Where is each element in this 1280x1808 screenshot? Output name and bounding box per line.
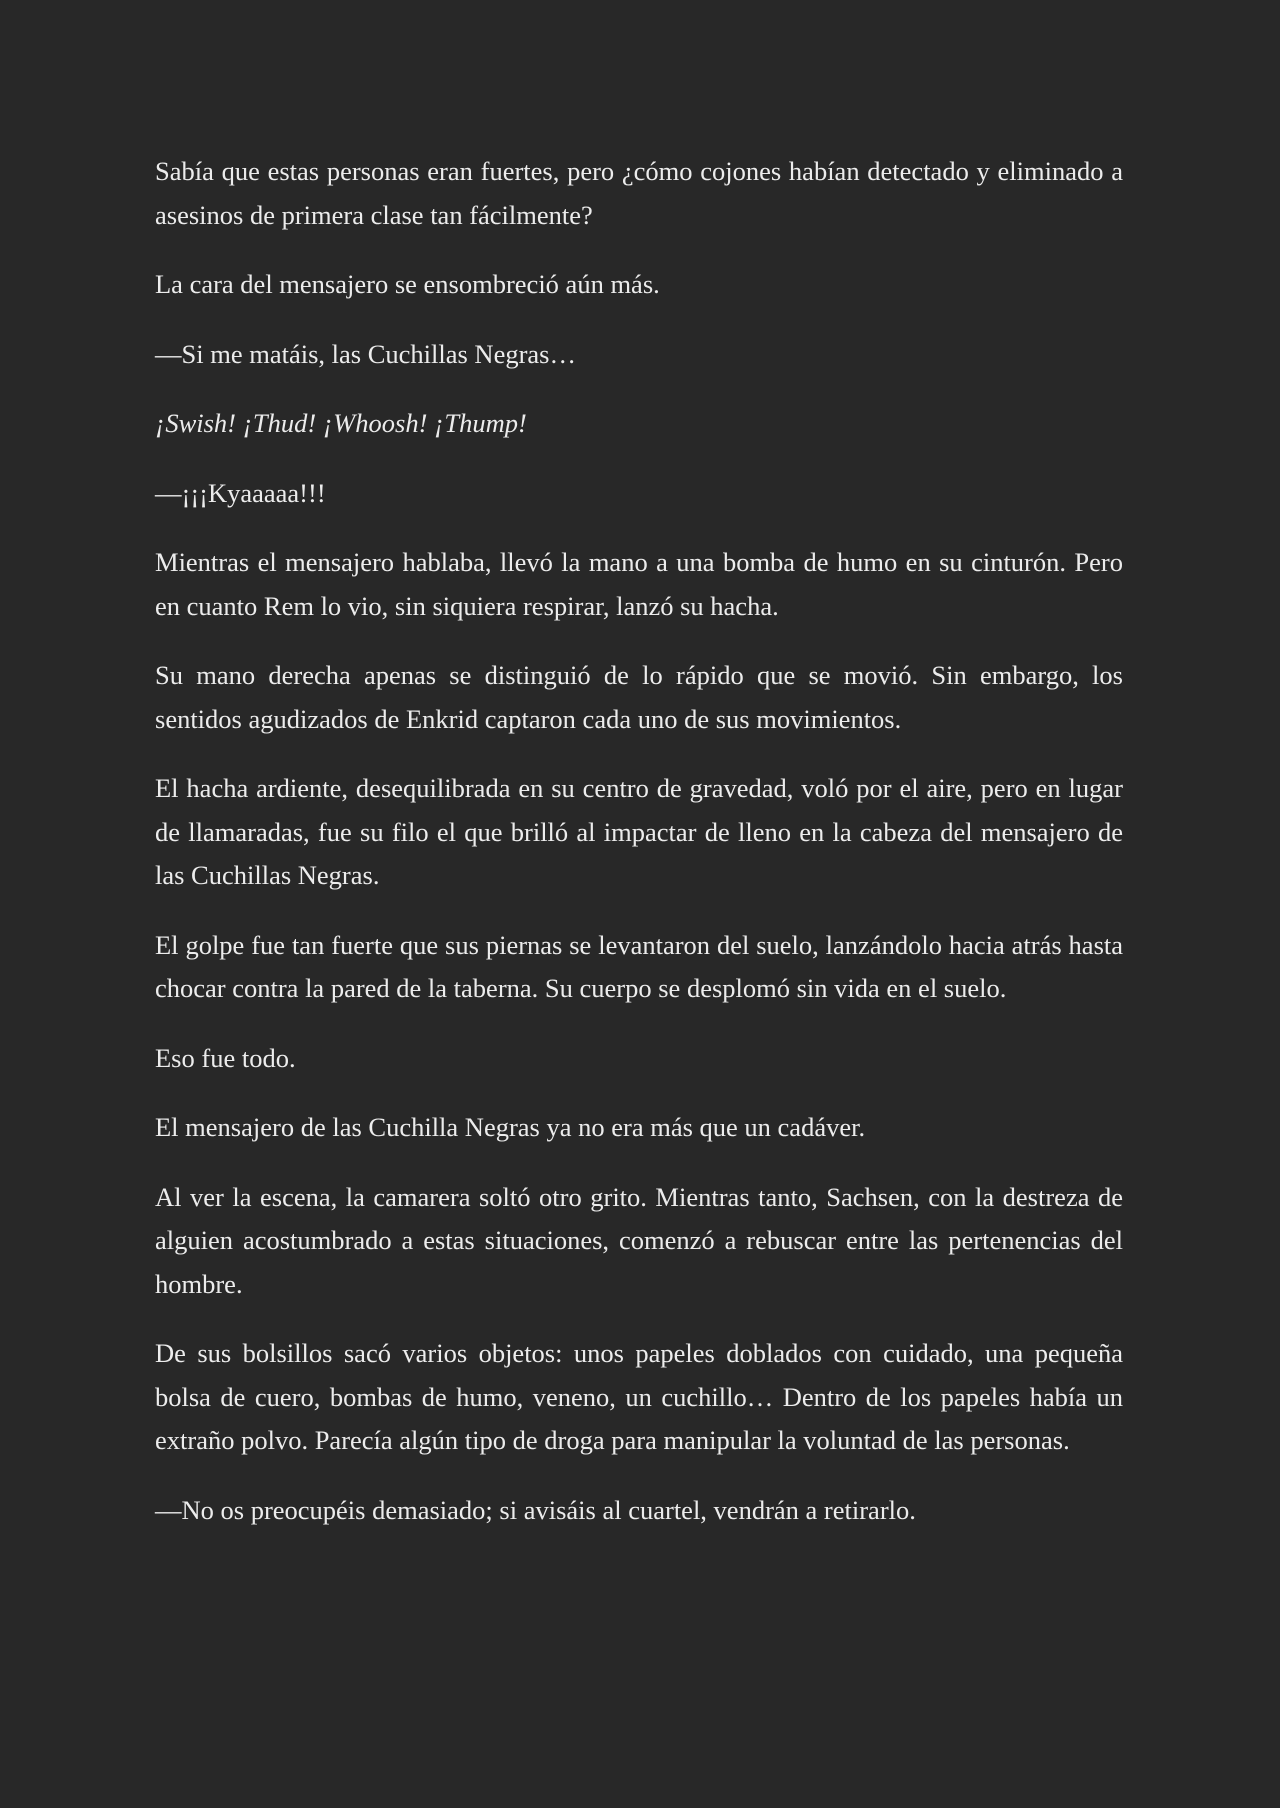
document-body [155, 150, 1123, 1558]
paragraph: El mensajero de las Cuchilla Negras ya no era más que un cadáver. [155, 1112, 866, 1142]
paragraph: La cara del mensajero se ensombreció aún más. [155, 269, 660, 299]
paragraph: De sus bolsillos sacó varios objetos: unos papeles doblados con cuidado, una pequeña bolsa de cuero, bombas de humo, veneno, un cuchillo… Dentro de los papeles había un extraño polvo. Parecía algún tipo de droga para manipular la voluntad de las personas. [155, 1338, 1123, 1455]
paragraph: El golpe fue tan fuerte que sus piernas se levantaron del suelo, lanzándolo hacia atrás hasta chocar contra la pared de la taberna. Su cuerpo se desplomó sin vida en el suelo. [155, 929, 1123, 1003]
paragraph: Al ver la escena, la camarera soltó otro grito. Mientras tanto, Sachsen, con la destreza de alguien acostumbrado a estas situaciones, comenzó a rebuscar entre las pertenencias del hombre. [155, 1181, 1123, 1299]
paragraph: Mientras el mensajero hablaba, llevó la mano a una bomba de humo en su cinturón. Pero en cuanto Rem lo vio, sin siquiera respirar, lanzó su hacha. [155, 547, 1123, 621]
paragraph-sound-effects: ¡Swish! ¡Thud! ¡Whoosh! ¡Thump! [155, 408, 527, 438]
paragraph: Su mano derecha apenas se distinguió de lo rápido que se movió. Sin embargo, los sentidos agudizados de Enkrid captaron cada uno de sus movimientos. [155, 660, 1123, 734]
paragraph: —¡¡¡Kyaaaaa!!! [155, 477, 326, 508]
paragraph: Sabía que estas personas eran fuertes, pero ¿cómo cojones habían detectado y eliminado a asesinos de primera clase tan fácilmente? [155, 156, 1123, 230]
paragraph: Eso fue todo. [155, 1042, 296, 1073]
paragraph: El hacha ardiente, desequilibrada en su centro de gravedad, voló por el aire, pero en lugar de llamaradas, fue su filo el que brilló al impactar de lleno en la cabeza del mensajero de las Cuchillas Negras. [155, 773, 1123, 890]
paragraph: —No os preocupéis demasiado; si avisáis al cuartel, vendrán a retirarlo. [155, 1494, 916, 1525]
paragraph: —Si me matáis, las Cuchillas Negras… [155, 338, 576, 369]
